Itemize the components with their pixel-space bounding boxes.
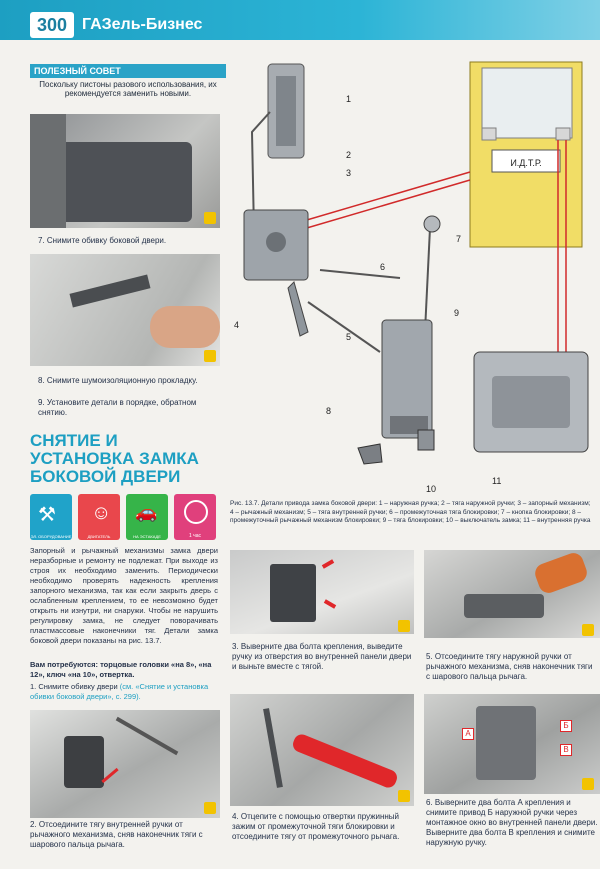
mark-v-box: В	[560, 744, 572, 756]
camera-icon	[204, 212, 216, 224]
camera-icon	[582, 624, 594, 636]
step-3: 3. Выверните два болта крепления, выведите ручку из отверстия во внутренней панели двери и выньте вместе с тягой.	[232, 642, 412, 671]
latch-bolt	[266, 232, 286, 252]
badge-time	[174, 494, 216, 540]
badge-car	[126, 494, 168, 540]
mark-b-box: Б	[560, 720, 572, 732]
badge-person	[78, 494, 120, 540]
step-5: 5. Отсоедините тягу наружной ручки от рычажного механизма, сняв наконечник тяги с шарового пальца рычага.	[426, 652, 593, 681]
diagram-label: 3	[346, 168, 352, 178]
photo-inner-handle-bolts	[230, 550, 414, 634]
step-4: 4. Отцепите с помощью отвертки пружинный зажим от промежуточной тяги блокировки и отсоедините тягу от промежуточного рычага.	[232, 812, 400, 841]
mark-a-box: А	[462, 728, 474, 740]
book-title: ГАЗель-Бизнес	[82, 16, 203, 33]
left-step-9: 9. Установите детали в порядке, обратном снятию.	[38, 398, 197, 417]
diagram-label: 9	[454, 308, 460, 318]
step-1	[30, 682, 218, 702]
sticker-label: И.Д.Т.Р.	[510, 158, 542, 168]
tip-text: Поскольку пистоны разового использования, их рекомендуется заменить новыми.	[39, 80, 217, 98]
step-1-link[interactable]: (см. «Снятие и установка обивки боковой двери», с. 299).	[30, 682, 209, 701]
photo-outer-handle-rod	[424, 550, 600, 638]
callout-line	[300, 180, 470, 230]
badge-label: НА ЭСТАКАДЕ	[133, 534, 161, 539]
section-title: СНЯТИЕ И УСТАНОВКА ЗАМКА БОКОВОЙ ДВЕРИ	[30, 431, 199, 486]
callout-line	[300, 172, 470, 222]
intermediate-lock-rod	[320, 270, 400, 278]
step-6: 6. Выверните два болта А крепления и снимите привод Б наружной ручки через монтажное окно во внутренней панели двери. Выверните два болта В крепления и снимите наружную ручку.	[426, 798, 598, 847]
lock-switch	[418, 430, 434, 450]
camera-icon	[204, 350, 216, 362]
badge-label: ДВИГАТЕЛЬ	[87, 534, 111, 539]
door-sticker-slot	[482, 128, 496, 140]
diagram-label: 4	[234, 320, 240, 330]
inner-handle-rod	[308, 302, 380, 352]
diagram-label: 5	[346, 332, 352, 342]
badge-label: ЭЛ. ОБОРУДОВАНИЕ	[30, 534, 72, 539]
car-icon: 🚗	[135, 502, 158, 522]
outer-handle-mount	[276, 76, 296, 146]
door-sticker-slot	[556, 128, 570, 140]
section-body: Запорный и рычажный механизмы замка двери неразборные и ремонту не подлежат. При выходе из строя их необходимо заменить. Периодически необходимо проверять надежность крепления запорного механизма, так как если закрыть дверь с ослабленным креплением, то ее невозможно будет открыть ни изнутри, ни снаружи. Чтобы не нарушить регулировку замка, не следует поворачивать пластмассовые наконечники тяг. Детали замка боковой двери показаны на рис. 13.7.	[30, 546, 218, 645]
diagram-label: 7	[456, 234, 462, 244]
tip-box	[30, 64, 226, 104]
step-2: 2. Отсоедините тягу внутренней ручки от рычажного механизма, сняв наконечник тяги с шарового пальца рычага.	[30, 820, 203, 849]
diagram-label: 10	[426, 484, 437, 492]
clock-icon	[184, 500, 208, 524]
camera-icon	[582, 778, 594, 790]
photo-outer-handle-bolts	[424, 694, 600, 794]
lever-mechanism	[288, 282, 308, 336]
figure-caption: Рис. 13.7. Детали привода замка боковой двери: 1 – наружная ручка; 2 – тяга наружной ручки; 3 – запорный механизм; 4 – рычажный механизм; 5 – тяга внутренней ручки; 6 – промежуточная тяга блокировки; 7 – кнопка блокировки; 8 – промежуточный рычажный механизм блокировки; 9 – тяга блокировки; 10 – выключатель замка; 11 – внутренняя ручка	[230, 500, 591, 524]
badge-tools	[30, 494, 72, 540]
diagram-label: 8	[326, 406, 332, 416]
step-1-text: 1. Снимите обивку двери	[30, 682, 120, 691]
left-step-7: 7. Снимите обивку боковой двери.	[38, 236, 167, 245]
tools-needed: Вам потребуются: торцовые головки «на 8», «на 12», ключ «на 10», отвертка.	[30, 660, 212, 679]
inner-handle-recess	[492, 376, 570, 428]
diagram-label: 11	[492, 476, 502, 486]
badge-label: 1 час	[188, 533, 202, 539]
camera-icon	[204, 802, 216, 814]
camera-icon	[398, 790, 410, 802]
photo-door-trim	[30, 114, 220, 228]
diagram-label: 1	[346, 94, 352, 104]
door-lock-diagram	[230, 52, 600, 492]
tip-title: ПОЛЕЗНЫЙ СОВЕТ	[30, 64, 226, 78]
person-icon: ☺	[91, 502, 112, 524]
lock-button	[424, 216, 440, 232]
keys	[358, 444, 382, 464]
diagram-label: 2	[346, 150, 352, 160]
wrench-icon: ⚒	[38, 504, 56, 526]
camera-icon	[398, 620, 410, 632]
photo-insulation	[30, 254, 220, 366]
left-step-8: 8. Снимите шумоизоляционную прокладку.	[38, 376, 198, 385]
page-number: 300	[30, 12, 74, 38]
photo-inner-handle-rod	[30, 710, 220, 818]
photo-spring-clip	[230, 694, 414, 806]
diagram-label: 6	[380, 262, 386, 272]
